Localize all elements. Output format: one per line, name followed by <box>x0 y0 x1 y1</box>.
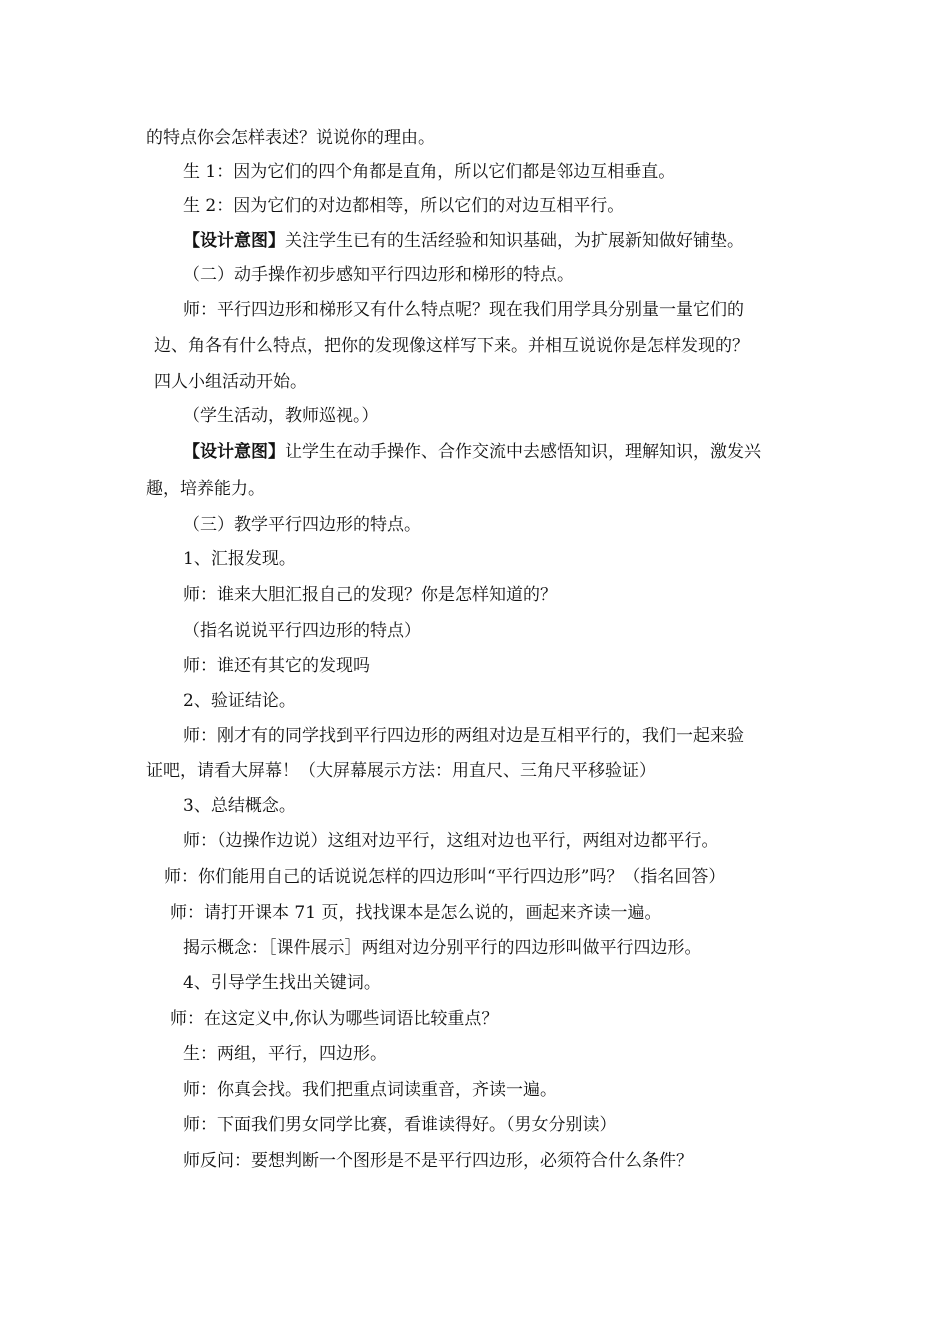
text-line: 师：你真会找。我们把重点词读重音，齐读一遍。 <box>183 1080 557 1100</box>
text-line: 师：（边操作边说）这组对边平行，这组对边也平行，两组对边都平行。 <box>183 831 719 851</box>
design-intent-text: 让学生在动手操作、合作交流中去感悟知识，理解知识，激发兴 <box>285 442 761 462</box>
text-line: 4、引导学生找出关键词。 <box>183 973 381 993</box>
design-intent-label: 【设计意图】 <box>183 442 285 462</box>
text-line: 四人小组活动开始。 <box>154 372 307 392</box>
text-line: （学生活动，教师巡视。） <box>183 406 379 426</box>
text-line: 边、角各有什么特点，把你的发现像这样写下来。并相互说说你是怎样发现的？ <box>154 336 749 356</box>
text-line: 师：请打开课本 71 页，找找课本是怎么说的，画起来齐读一遍。 <box>170 903 662 923</box>
text-line: 生：两组，平行，四边形。 <box>183 1044 387 1064</box>
text-line: 证吧，请看大屏幕！（大屏幕展示方法：用直尺、三角尺平移验证） <box>146 761 656 781</box>
text-line: 揭示概念：［课件展示］两组对边分别平行的四边形叫做平行四边形。 <box>183 938 702 958</box>
text-line: 1、汇报发现。 <box>183 549 296 569</box>
section-heading: （二）动手操作初步感知平行四边形和梯形的特点。 <box>183 265 574 285</box>
text-line: （指名说说平行四边形的特点） <box>183 621 421 641</box>
text-line: 生 1：因为它们的四个角都是直角，所以它们都是邻边互相垂直。 <box>183 162 676 182</box>
text-line: 师：下面我们男女同学比赛，看谁读得好。（男女分别读） <box>183 1115 617 1135</box>
design-intent-label: 【设计意图】 <box>183 231 285 251</box>
text-line: 师：谁来大胆汇报自己的发现？你是怎样知道的？ <box>183 585 557 605</box>
text-line: 3、总结概念。 <box>183 796 296 816</box>
text-line: 师：平行四边形和梯形又有什么特点呢？现在我们用学具分别量一量它们的 <box>183 300 744 320</box>
text-line: 师：在这定义中,你认为哪些词语比较重点？ <box>170 1009 499 1029</box>
text-line: 师：谁还有其它的发现吗 <box>183 656 370 676</box>
text-line: 师：刚才有的同学找到平行四边形的两组对边是互相平行的，我们一起来验 <box>183 726 744 746</box>
text-line: 师：你们能用自己的话说说怎样的四边形叫“平行四边形”吗？（指名回答） <box>164 867 726 887</box>
text-line: 的特点你会怎样表述？说说你的理由。 <box>146 128 435 148</box>
text-line: 师反问：要想判断一个图形是不是平行四边形，必须符合什么条件？ <box>183 1151 693 1171</box>
text-line: 趣，培养能力。 <box>146 479 265 499</box>
design-intent-paragraph <box>183 441 761 463</box>
design-intent-text: 关注学生已有的生活经验和知识基础，为扩展新知做好铺垫。 <box>285 231 744 251</box>
text-line: 生 2：因为它们的对边都相等，所以它们的对边互相平行。 <box>183 196 625 216</box>
section-heading: （三）教学平行四边形的特点。 <box>183 515 421 535</box>
design-intent-paragraph <box>183 230 744 252</box>
text-line: 2、验证结论。 <box>183 691 296 711</box>
